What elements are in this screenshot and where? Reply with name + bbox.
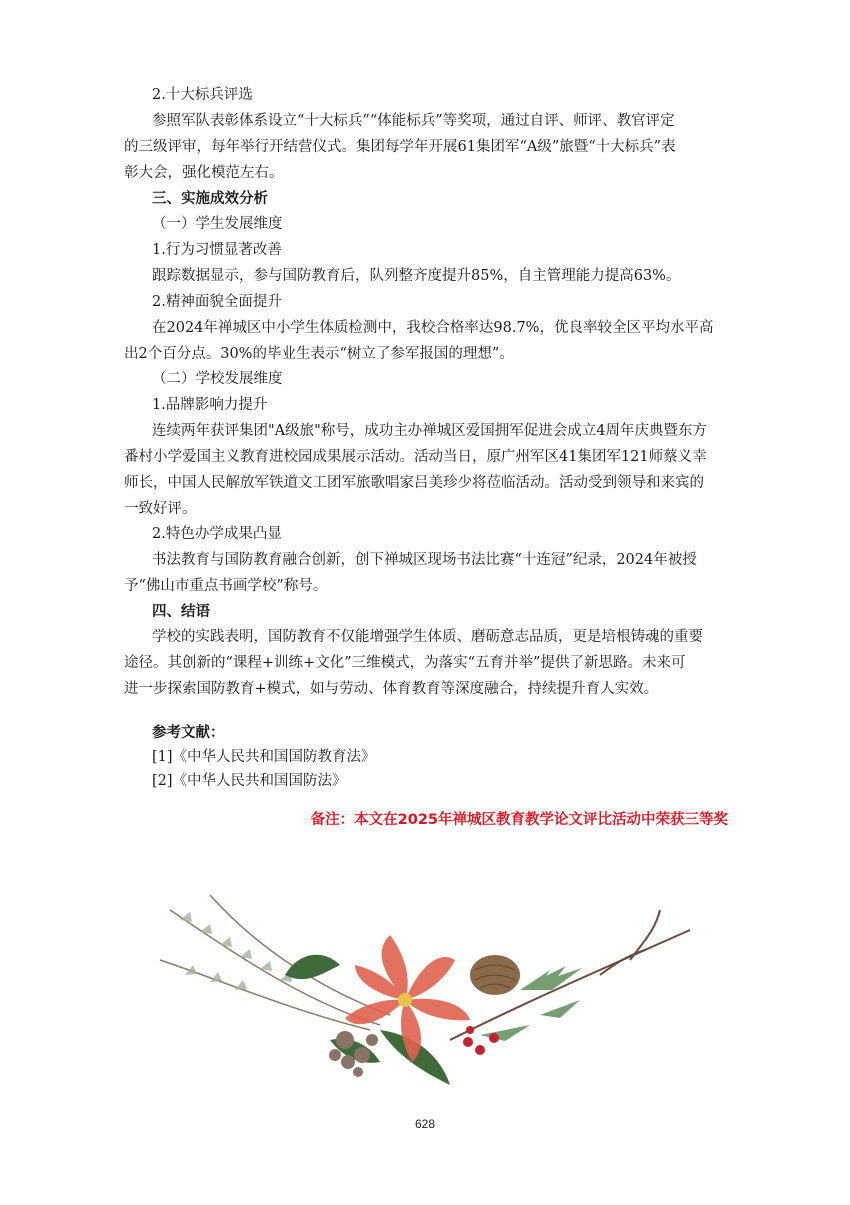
paragraph-line: 番村小学爱国主义教育进校园成果展示活动。活动当日，原广州军区41集团军121师蔡义幸 bbox=[124, 449, 707, 465]
award-note: 备注：本文在2025年禅城区教育教学论文评比活动中荣获三等奖 bbox=[310, 812, 728, 828]
subheading: 1.品牌影响力提升 bbox=[152, 397, 268, 413]
pine-cone-icon bbox=[470, 955, 520, 995]
paragraph-line: 书法教育与国防教育融合创新，创下禅城区现场书法比赛“十连冠”纪录，2024年被授 bbox=[152, 552, 697, 568]
subsection-heading: （二）学校发展维度 bbox=[152, 371, 283, 387]
subsection-heading: （一）学生发展维度 bbox=[152, 216, 283, 232]
paragraph-line: 师长，中国人民解放军铁道文工团军旅歌唱家吕美珍少将莅临活动。活动受到领导和来宾的 bbox=[124, 475, 704, 491]
paragraph-line: 一致好评。 bbox=[124, 501, 197, 517]
paragraph-line: 跟踪数据显示，参与国防教育后，队列整齐度提升85%，自主管理能力提高63%。 bbox=[152, 268, 681, 284]
subheading: 2.特色办学成果凸显 bbox=[152, 526, 282, 542]
subheading: 1.行为习惯显著改善 bbox=[152, 242, 282, 258]
reference-item: [2]《中华人民共和国国防法》 bbox=[152, 773, 347, 789]
paragraph-line: 进一步探索国防教育+模式，如与劳动、体育教育等深度融合，持续提升育人实效。 bbox=[124, 681, 659, 697]
section-heading: 四、结语 bbox=[152, 604, 210, 620]
reference-item: [1]《中华人民共和国国防教育法》 bbox=[152, 749, 376, 765]
paragraph-line: 连续两年获评集团"A级旅"称号，成功主办禅城区爱国拥军促进会成立4周年庆典暨东方 bbox=[152, 423, 708, 439]
paragraph-line: 在2024年禅城区中小学生体质检测中，我校合格率达98.7%，优良率较全区平均水平高 bbox=[152, 320, 714, 336]
poinsettia-flower-icon bbox=[345, 935, 470, 1062]
subheading: 2.精神面貌全面提升 bbox=[152, 294, 282, 310]
paragraph-line: 学校的实践表明，国防教育不仅能增强学生体质、磨砺意志品质，更是培根铸魂的重要 bbox=[152, 629, 703, 645]
paragraph-line: 参照军队表彰体系设立“十大标兵”“体能标兵”等奖项，通过自评、师评、教官评定 bbox=[152, 113, 675, 129]
paragraph-line: 彰大会，强化模范左右。 bbox=[124, 165, 284, 181]
floral-wreath-illustration bbox=[150, 890, 710, 1100]
berries-icon bbox=[463, 1026, 499, 1055]
paragraph-line: 出2个百分点。30%的毕业生表示“树立了参军报国的理想”。 bbox=[124, 346, 514, 362]
page-number: 628 bbox=[414, 1117, 436, 1131]
references-heading: 参考文献： bbox=[152, 725, 225, 741]
paragraph-line: 予“佛山市重点书画学校”称号。 bbox=[124, 578, 328, 594]
paragraph-line: 的三级评审，每年举行开结营仪式。集团每学年开展61集团军“A级”旅暨“十大标兵”表 bbox=[124, 139, 676, 155]
branch-icon bbox=[160, 895, 390, 1030]
subheading: 2.十大标兵评选 bbox=[152, 87, 253, 103]
paragraph-line: 途径。其创新的“课程+训练+文化”三维模式，为落实“五育并举”提供了新思路。未来可 bbox=[124, 655, 686, 671]
section-heading: 三、实施成效分析 bbox=[152, 191, 268, 207]
